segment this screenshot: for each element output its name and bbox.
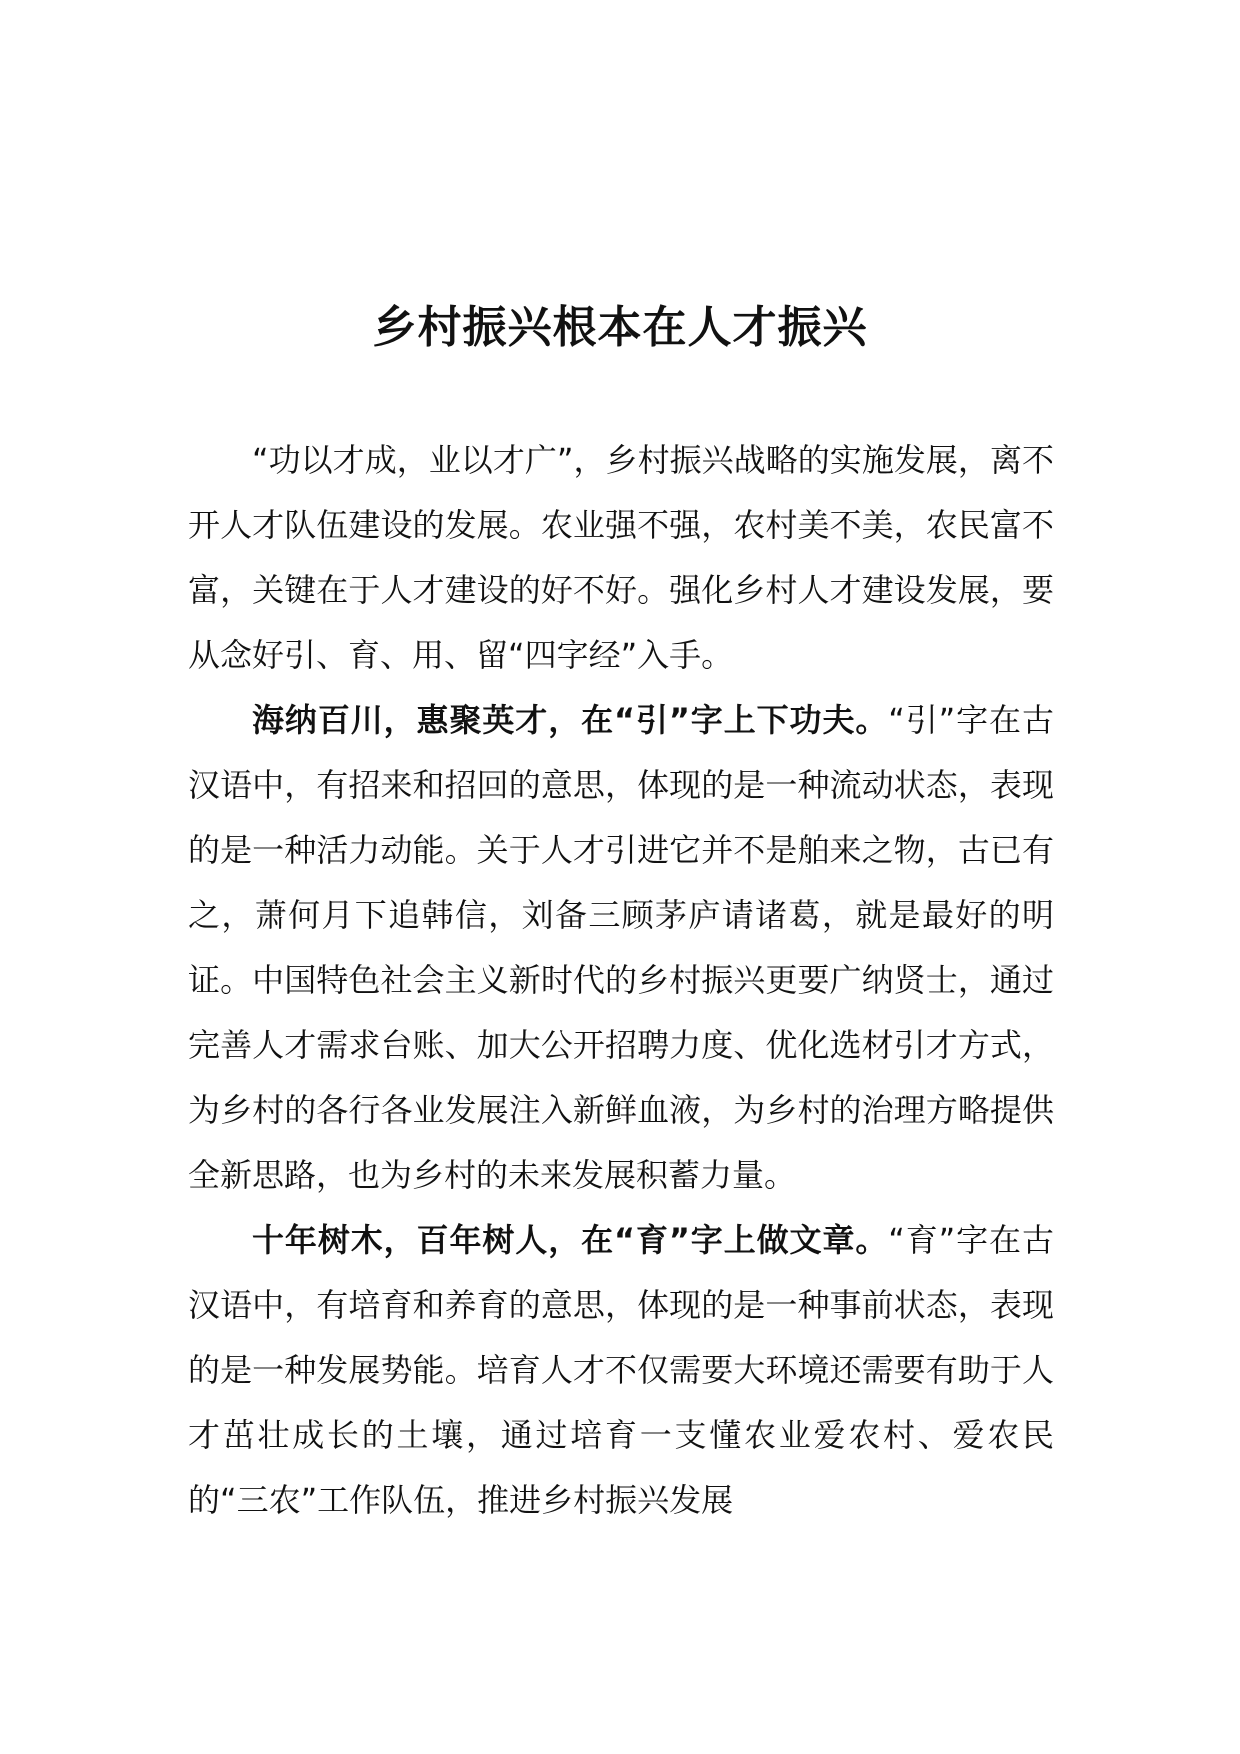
article-body xyxy=(188,428,1054,1533)
paragraph-text: “引”字在古汉语中，有招来和招回的意思，体现的是一种流动状态，表现的是一种活力动能。关于人才引进它并不是舶来之物，古已有之，萧何月下追韩信，刘备三顾茅庐请诸葛，就是最好的明证。中国特色社会主义新时代的乡村振兴更要广纳贤士，通过完善人才需求台账、加大公开招聘力度、优化选材引才方式，为乡村的各行各业发展注入新鲜血液，为乡村的治理方略提供全新思路，也为乡村的未来发展积蓄力量。 xyxy=(188,701,1054,1194)
paragraph-intro xyxy=(188,428,1054,688)
paragraph-lead: 十年树木，百年树人，在“育”字上做文章。 xyxy=(252,1221,889,1259)
paragraph-yu xyxy=(188,1208,1054,1533)
paragraph-text: “功以才成，业以才广”，乡村振兴战略的实施发展，离不开人才队伍建设的发展。农业强不强，农村美不美，农民富不富，关键在于人才建设的好不好。强化乡村人才建设发展，要从念好引、育、用、留“四字经”入手。 xyxy=(188,441,1054,674)
page-title: 乡村振兴根本在人才振兴 xyxy=(372,302,868,353)
paragraph-yin xyxy=(188,688,1054,1208)
paragraph-lead: 海纳百川，惠聚英才，在“引”字上下功夫。 xyxy=(252,701,889,739)
paragraph-text: “育”字在古汉语中，有培育和养育的意思，体现的是一种事前状态，表现的是一种发展势能。培育人才不仅需要大环境还需要有助于人才茁壮成长的土壤，通过培育一支懂农业爱农村、爱农民的“三农”工作队伍，推进乡村振兴发展 xyxy=(188,1221,1054,1519)
